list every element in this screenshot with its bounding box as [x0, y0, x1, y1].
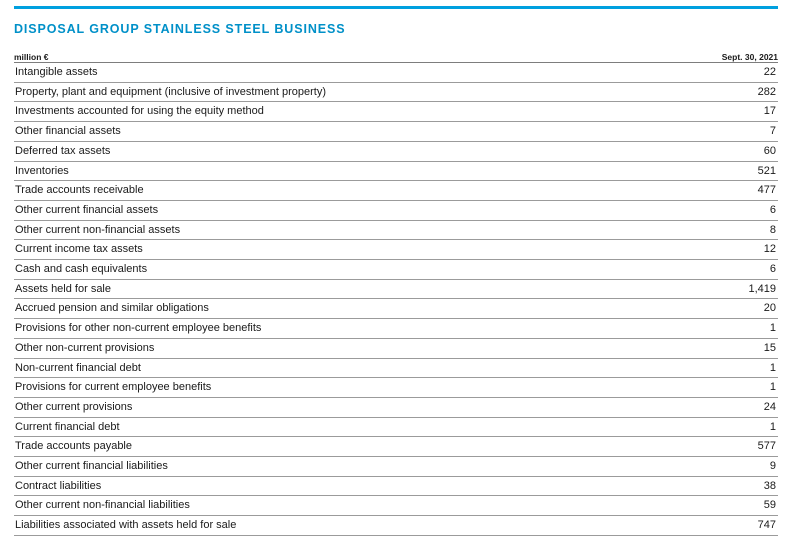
table-row [14, 220, 778, 240]
row-value: 282 [648, 82, 778, 102]
table-body [14, 63, 778, 536]
unit-label: million € [14, 52, 648, 63]
row-value: 8 [648, 220, 778, 240]
table-row [14, 437, 778, 457]
row-value: 20 [648, 299, 778, 319]
row-label: Other current provisions [14, 397, 648, 417]
row-value: 9 [648, 457, 778, 477]
row-value: 1,419 [648, 279, 778, 299]
row-value: 1 [648, 378, 778, 398]
row-label: Other current financial liabilities [14, 457, 648, 477]
row-value: 477 [648, 181, 778, 201]
table-row [14, 63, 778, 83]
row-value: 6 [648, 200, 778, 220]
row-label: Inventories [14, 161, 648, 181]
row-label: Property, plant and equipment (inclusive of investment property) [14, 82, 648, 102]
row-label: Deferred tax assets [14, 141, 648, 161]
row-label: Other current non-financial liabilities [14, 496, 648, 516]
header-accent-rule [14, 6, 778, 9]
table-row [14, 82, 778, 102]
table-row [14, 397, 778, 417]
row-value: 22 [648, 63, 778, 83]
table-row [14, 141, 778, 161]
row-label: Investments accounted for using the equity method [14, 102, 648, 122]
table-row [14, 338, 778, 358]
table-row [14, 260, 778, 280]
table-row [14, 319, 778, 339]
table-row [14, 161, 778, 181]
table-row [14, 476, 778, 496]
row-value: 1 [648, 358, 778, 378]
row-value: 60 [648, 141, 778, 161]
row-value: 59 [648, 496, 778, 516]
table-row [14, 516, 778, 536]
row-value: 6 [648, 260, 778, 280]
row-label: Cash and cash equivalents [14, 260, 648, 280]
row-label: Non-current financial debt [14, 358, 648, 378]
table-row [14, 299, 778, 319]
row-label: Intangible assets [14, 63, 648, 83]
row-value: 12 [648, 240, 778, 260]
row-label: Trade accounts payable [14, 437, 648, 457]
row-value: 521 [648, 161, 778, 181]
table-row [14, 240, 778, 260]
row-value: 577 [648, 437, 778, 457]
row-label: Current financial debt [14, 417, 648, 437]
table-row [14, 122, 778, 142]
row-label: Trade accounts receivable [14, 181, 648, 201]
row-value: 747 [648, 516, 778, 536]
disposal-group-table [14, 52, 778, 536]
table-row [14, 200, 778, 220]
row-value: 15 [648, 338, 778, 358]
table-row [14, 457, 778, 477]
row-label: Provisions for other non-current employee benefits [14, 319, 648, 339]
row-value: 1 [648, 319, 778, 339]
row-label: Other non-current provisions [14, 338, 648, 358]
table-row [14, 417, 778, 437]
table-row [14, 496, 778, 516]
row-value: 24 [648, 397, 778, 417]
table-row [14, 378, 778, 398]
row-label: Other financial assets [14, 122, 648, 142]
table-row [14, 102, 778, 122]
row-label: Provisions for current employee benefits [14, 378, 648, 398]
row-value: 1 [648, 417, 778, 437]
table-row [14, 358, 778, 378]
page-title: DISPOSAL GROUP STAINLESS STEEL BUSINESS [14, 22, 346, 36]
row-value: 38 [648, 476, 778, 496]
table-row [14, 279, 778, 299]
row-label: Current income tax assets [14, 240, 648, 260]
table-row [14, 181, 778, 201]
row-value: 7 [648, 122, 778, 142]
row-value: 17 [648, 102, 778, 122]
period-column-header: Sept. 30, 2021 [648, 52, 778, 63]
row-label: Accrued pension and similar obligations [14, 299, 648, 319]
row-label: Assets held for sale [14, 279, 648, 299]
row-label: Other current non-financial assets [14, 220, 648, 240]
row-label: Other current financial assets [14, 200, 648, 220]
document-page [0, 6, 792, 537]
row-label: Liabilities associated with assets held for sale [14, 516, 648, 536]
row-label: Contract liabilities [14, 476, 648, 496]
table-header-row [14, 52, 778, 63]
